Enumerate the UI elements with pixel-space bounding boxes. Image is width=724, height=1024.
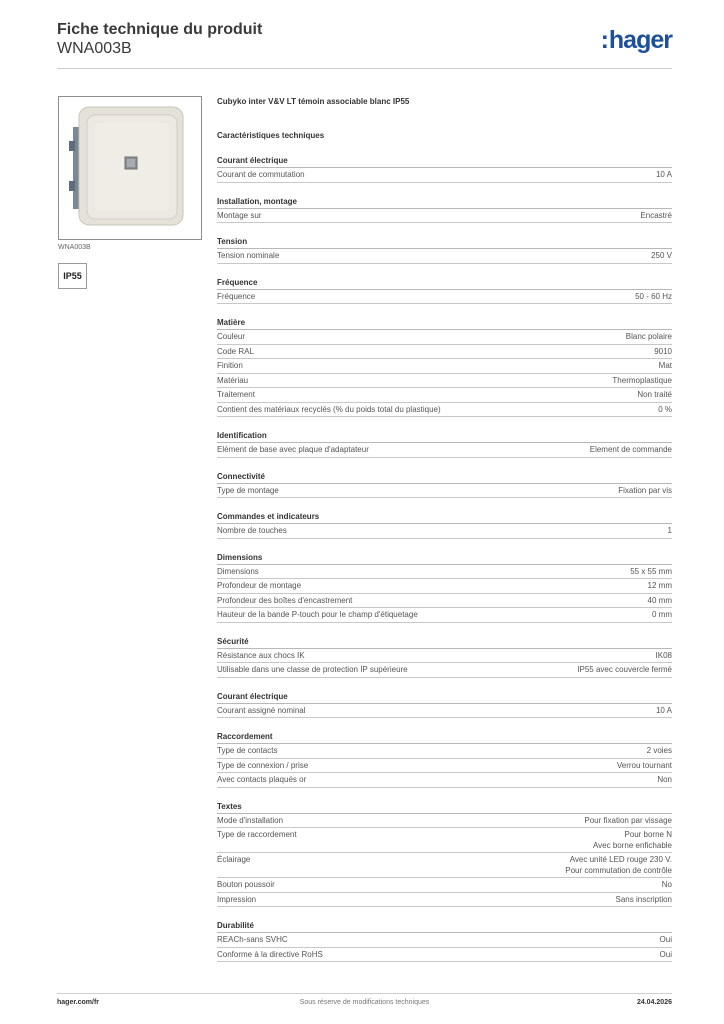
spec-row (217, 388, 672, 403)
spec-value: 250 V (651, 251, 672, 260)
spec-label: Montage sur (217, 210, 262, 220)
spec-section (217, 511, 672, 539)
spec-label: Traitement (217, 390, 255, 399)
spec-label: Résistance aux chocs IK (217, 650, 305, 660)
spec-value: Sans inscription (615, 894, 672, 904)
spec-label: Profondeur des boîtes d'encastrement (217, 595, 353, 605)
spec-label: Fréquence (217, 291, 256, 301)
spec-value: Encastré (640, 210, 672, 220)
spec-row (217, 345, 672, 360)
section-title: Commandes et indicateurs (217, 511, 672, 524)
spec-section (217, 691, 672, 719)
section-title: Textes (217, 801, 672, 814)
spec-row (217, 290, 672, 305)
section-title: Fréquence (217, 277, 672, 290)
product-image (58, 96, 202, 240)
spec-section (217, 636, 672, 678)
spec-row (217, 744, 672, 759)
spec-label: Bouton poussoir (217, 880, 275, 889)
spec-label: Courant de commutation (217, 170, 305, 179)
tech-heading: Caractéristiques techniques (217, 131, 325, 140)
spec-value: 55 x 55 mm (630, 566, 672, 576)
spec-label: Type de connexion / prise (217, 760, 309, 770)
spec-row (217, 168, 672, 183)
page-footer (57, 993, 672, 1011)
spec-label: Impression (217, 894, 257, 904)
spec-label: Mode d'installation (217, 815, 284, 825)
spec-value: Element de commande (589, 445, 672, 454)
section-title: Matière (217, 317, 672, 330)
spec-row (217, 814, 672, 829)
section-title: Durabilité (217, 920, 672, 933)
section-title: Raccordement (217, 731, 672, 744)
spec-section (217, 731, 672, 788)
spec-row (217, 933, 672, 948)
footer-website[interactable]: hager.com/fr (57, 999, 100, 1006)
spec-section (217, 155, 672, 183)
spec-value: IP55 avec couvercle fermé (577, 665, 672, 674)
spec-label: Conforme à la directive RoHS (217, 949, 323, 959)
spec-value: Oui (659, 949, 672, 959)
spec-label: REACh-sans SVHC (217, 935, 288, 944)
logo-text: hager (608, 26, 672, 54)
page-title: Fiche technique du produit (57, 21, 263, 38)
spec-label: Courant assigné nominal (217, 705, 306, 715)
spec-label: Code RAL (217, 346, 254, 356)
logo-prefix: : (600, 26, 608, 54)
spec-row (217, 608, 672, 623)
hager-logo (601, 26, 672, 55)
spec-value: Pour borne N Avec borne enfichable (592, 830, 672, 850)
spec-value: Non traité (637, 390, 672, 399)
spec-section (217, 430, 672, 458)
spec-row (217, 773, 672, 788)
spec-value: 1 (667, 526, 672, 535)
spec-label: Contient des matériaux recyclés (% du poids total du plastique) (217, 404, 441, 414)
spec-row (217, 359, 672, 374)
spec-row (217, 330, 672, 345)
spec-row (217, 704, 672, 719)
section-title: Tension (217, 236, 672, 249)
spec-row (217, 948, 672, 963)
spec-section (217, 471, 672, 499)
section-title: Sécurité (217, 636, 672, 649)
section-title: Identification (217, 430, 672, 443)
footer-date: 24.04.2026 (636, 999, 672, 1006)
spec-row (217, 663, 672, 678)
spec-section (217, 552, 672, 623)
spec-label: Utilisable dans une classe de protection IP supérieure (217, 665, 408, 674)
spec-section (217, 920, 672, 962)
spec-value: Verrou tournant (616, 760, 672, 770)
spec-value: 10 A (655, 170, 672, 179)
spec-value: 50 - 60 Hz (635, 291, 672, 301)
section-title: Courant électrique (217, 155, 672, 168)
spec-row (217, 878, 672, 893)
spec-row (217, 594, 672, 609)
page-header (57, 20, 672, 69)
spec-label: Type de montage (217, 485, 279, 495)
spec-label: Tension nominale (217, 251, 280, 260)
spec-value: Mat (658, 361, 672, 370)
spec-value: 0 mm (652, 610, 672, 619)
spec-value: 40 mm (647, 595, 672, 605)
spec-label: Couleur (217, 332, 246, 341)
spec-row (217, 565, 672, 580)
spec-row (217, 759, 672, 774)
spec-label: Elément de base avec plaque d'adaptateur (217, 445, 369, 454)
spec-label: Type de contacts (217, 746, 278, 755)
product-name: Cubyko inter V&V LT témoin associable blanc IP55 (217, 97, 410, 106)
spec-row (217, 484, 672, 499)
spec-label: Finition (217, 361, 243, 370)
spec-section (217, 196, 672, 224)
spec-row (217, 374, 672, 389)
spec-value: Non (657, 775, 672, 784)
spec-row (217, 524, 672, 539)
spec-sections (217, 155, 672, 962)
spec-value: Oui (659, 935, 672, 944)
spec-label: Avec contacts plaqués or (217, 775, 307, 784)
image-caption: WNA003B (58, 244, 91, 251)
section-title: Courant électrique (217, 691, 672, 704)
spec-row (217, 828, 672, 853)
spec-row (217, 893, 672, 908)
spec-section (217, 801, 672, 908)
spec-content (217, 96, 672, 962)
spec-value: IK08 (655, 650, 672, 660)
spec-label: Dimensions (217, 566, 259, 576)
spec-row (217, 403, 672, 418)
spec-row (217, 209, 672, 224)
spec-label: Type de raccordement (217, 830, 297, 839)
spec-section (217, 277, 672, 305)
section-title: Dimensions (217, 552, 672, 565)
spec-value: Thermoplastique (612, 375, 672, 385)
product-reference: WNA003B (57, 40, 132, 57)
spec-value: Fixation par vis (618, 485, 672, 495)
spec-value: No (661, 880, 672, 889)
spec-value: 12 mm (647, 581, 672, 590)
footer-notice: Sous réserve de modifications techniques (299, 999, 430, 1006)
spec-section (217, 317, 672, 417)
spec-value: 2 voies (646, 746, 672, 755)
spec-row (217, 579, 672, 594)
spec-value: Blanc polaire (625, 332, 672, 341)
spec-section (217, 236, 672, 264)
spec-label: Matériau (217, 375, 249, 385)
section-title: Installation, montage (217, 196, 672, 209)
ip-badge: IP55 (58, 263, 87, 289)
spec-value: Avec unité LED rouge 230 V. Pour commutation de contrôle (565, 855, 672, 875)
spec-label: Hauteur de la bande P-touch pour le champ d'étiquetage (217, 610, 418, 619)
spec-row (217, 249, 672, 264)
spec-row (217, 649, 672, 664)
spec-label: Profondeur de montage (217, 581, 302, 590)
spec-row (217, 443, 672, 458)
section-title: Connectivité (217, 471, 672, 484)
spec-row (217, 853, 672, 878)
spec-label: Éclairage (217, 855, 251, 864)
spec-label: Nombre de touches (217, 526, 287, 535)
spec-value: 0 % (658, 404, 672, 414)
spec-value: Pour fixation par vissage (584, 815, 672, 825)
spec-value: 10 A (655, 705, 672, 715)
spec-value: 9010 (654, 346, 672, 356)
